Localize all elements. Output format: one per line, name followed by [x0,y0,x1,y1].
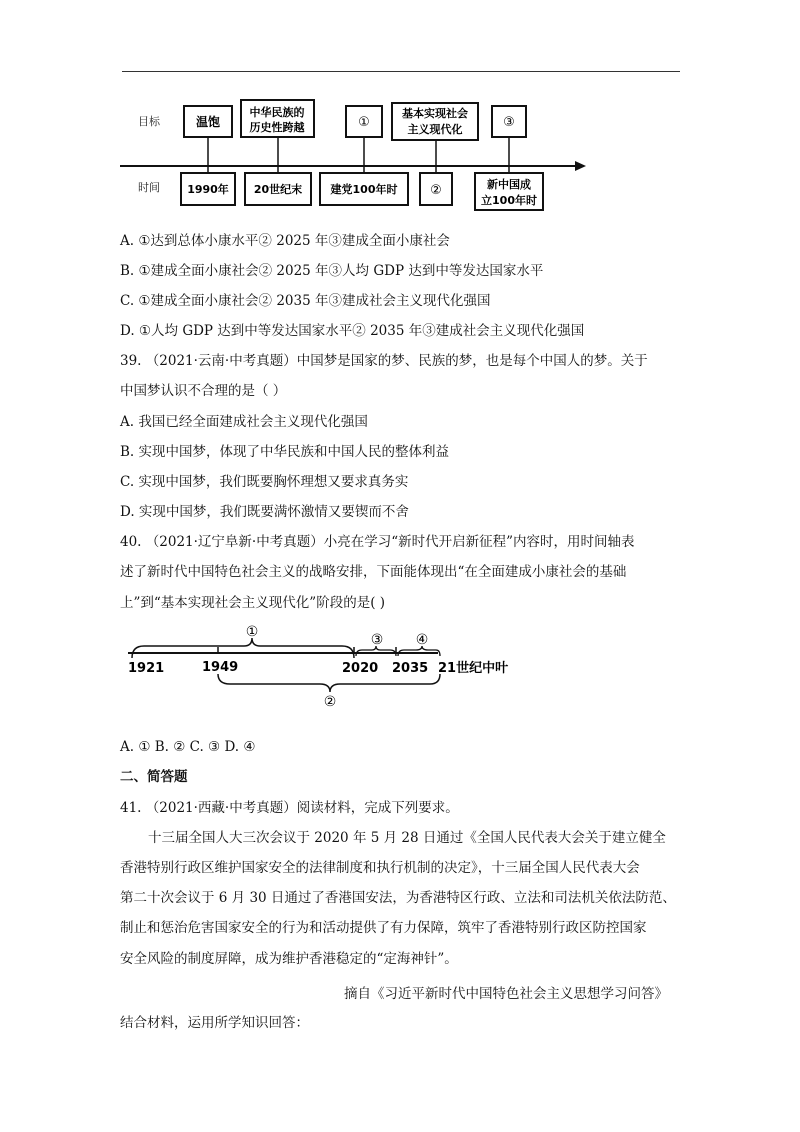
goal-1-text: 温饱 [195,115,221,129]
q39-option-a: A. 我国已经全面建成社会主义现代化强国 [120,414,368,430]
goal-4-line2: 主义现代化 [407,123,463,136]
time-4-text: ② [430,183,442,198]
q40-stem-line1: 40. （2021·辽宁阜新·中考真题）小亮在学习“新时代开启新征程”内容时，用时间轴表 [120,534,635,550]
brace-2 [218,674,440,692]
q39-stem-line2: 中国梦认识不合理的是（ ） [120,383,287,399]
q40-options: A. ① B. ② C. ③ D. ④ [120,739,256,755]
timeline-diagram-stages [120,622,520,714]
q38-option-b: B. ①建成全面小康社会② 2025 年③人均 GDP 达到中等发达国家水平 [120,263,544,279]
time-5-line2: 立100年时 [481,194,537,207]
row-label-time: 时间 [138,181,160,194]
q38-option-d: D. ①人均 GDP 达到中等发达国家水平② 2035 年③建成社会主义现代化强国 [120,323,585,339]
year-1921: 1921 [128,661,165,676]
q41-material-line3: 第二十次会议于 6 月 30 日通过了香港国安法，为香港特区行政、立法和司法机关依法防范、 [120,890,676,906]
year-2035: 2035 [392,661,429,676]
q41-material-line2: 香港特别行政区维护国家安全的法律制度和执行机制的决定》，十三届全国人民代表大会 [120,860,640,876]
time-5-line1: 新中国成 [487,178,531,191]
time-3-text: 建党100年时 [330,183,398,196]
mark-1: ① [245,624,259,640]
time-2-text: 20世纪末 [253,183,303,196]
q38-option-c: C. ①建成全面小康社会② 2035 年③建成社会主义现代化强国 [120,293,491,309]
mark-2: ② [323,694,337,710]
brace-1 [132,638,354,658]
mark-4: ④ [415,632,429,648]
q41-source: 摘自《习近平新时代中国特色社会主义思想学习问答》 [344,986,668,1002]
row-label-goal: 目标 [138,115,160,128]
year-mid-century: 21世纪中叶 [438,661,509,676]
header-rule [122,71,680,72]
mark-3: ③ [370,632,384,648]
q41-material-line4: 制止和惩治危害国家安全的行为和活动提供了有力保障，筑牢了香港特别行政区防控国家 [120,920,647,936]
goal-5-text: ③ [503,115,515,130]
q39-option-d: D. 实现中国梦，我们既要满怀激情又要锲而不舍 [120,504,409,520]
goal-2-line1: 中华民族的 [249,106,305,119]
q40-stem-line2: 述了新时代中国特色社会主义的战略安排，下面能体现出“在全面建成小康社会的基础 [120,564,627,580]
year-1949: 1949 [202,660,239,675]
q40-stem-line3: 上”到“基本实现社会主义现代化”阶段的是( ) [120,595,386,611]
goal-2-line2: 历史性跨越 [249,121,305,134]
goal-4-line1: 基本实现社会 [402,107,468,120]
timeline-arrowhead [575,161,586,171]
time-1-text: 1990年 [187,183,229,196]
q41-stem: 41. （2021·西藏·中考真题）阅读材料，完成下列要求。 [120,800,459,816]
goal-3-text: ① [358,115,370,130]
q39-option-c: C. 实现中国梦，我们既要胸怀理想又要求真务实 [120,474,409,490]
q39-stem-line1: 39. （2021·云南·中考真题）中国梦是国家的梦、民族的梦，也是每个中国人的梦。关于 [120,353,648,369]
q38-option-a: A. ①达到总体小康水平② 2025 年③建成全面小康社会 [120,233,450,249]
q41-material-line1: 十三届全国人大三次会议于 2020 年 5 月 28 日通过《全国人民代表大会关于建立健全 [148,830,666,846]
section-title: 二、简答题 [120,769,188,785]
year-2020: 2020 [342,661,379,676]
q39-option-b: B. 实现中国梦，体现了中华民族和中国人民的整体利益 [120,444,450,460]
q41-prompt: 结合材料，运用所学知识回答： [120,1015,309,1031]
timeline-diagram-goals [120,95,590,215]
q41-material-line5: 安全风险的制度屏障，成为维护香港稳定的“定海神针”。 [120,951,458,967]
